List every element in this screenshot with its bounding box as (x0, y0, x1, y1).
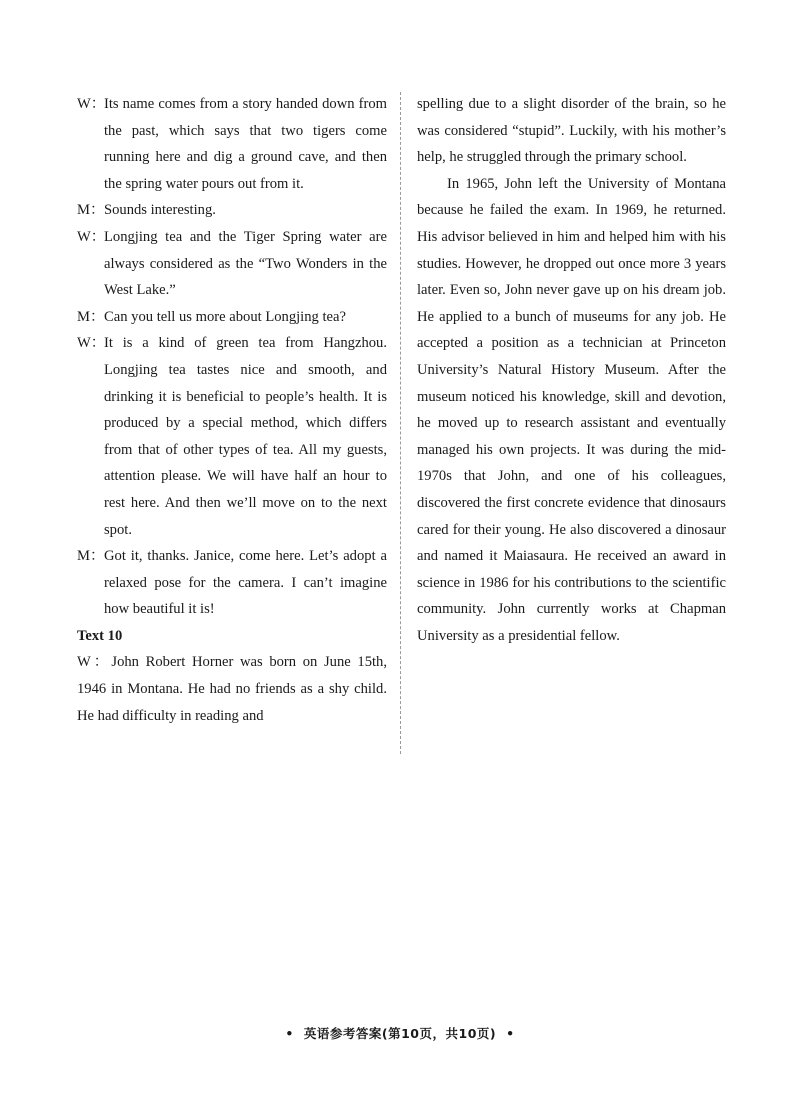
speaker-label: W： (77, 228, 106, 245)
footer-bullet-left: • (285, 1026, 294, 1041)
dialogue-text: Its name comes from a story handed down from the past, which says that two tigers come running here and dig a ground cave, and then the spring water pours out from it. (104, 96, 387, 192)
dialogue-turn (77, 91, 387, 197)
column-divider (400, 92, 401, 754)
dialogue-turn (77, 543, 387, 623)
text10-intro (77, 649, 387, 729)
right-column (417, 91, 726, 649)
speaker-label: M： (77, 548, 105, 565)
dialogue-turn (77, 330, 387, 543)
text10-paragraph-2: In 1965, John left the University of Montana because he failed the exam. In 1969, he returned. His advisor believed in him and helped him with his studies. However, he dropped out once more 3 years later. Even so, John never gave up on his dream job. He applied to a bunch of museums for any job. He accepted a position as a technician at Princeton University’s Natural History Museum. After the museum noticed his knowledge, skill and devotion, he moved up to research assistant and eventually managed his own projects. It was during the mid-1970s that John, and one of his colleagues, discovered the first concrete evidence that dinosaurs cared for their young. He also discovered a dinosaur and named it Maiasaura. He received an award in science in 1986 for his contributions to the scientific community. John currently works at Chapman University as a presidential fellow. (417, 175, 726, 644)
speaker-label: W： (77, 654, 112, 671)
text10-heading: Text 10 (77, 627, 123, 644)
page-footer (0, 1024, 800, 1042)
footer-page-label: 英语参考答案(第10页，共10页) (303, 1026, 497, 1041)
dialogue-text: It is a kind of green tea from Hangzhou. Longjing tea tastes nice and smooth, and drinking it is beneficial to people’s health. It is produced by a special method, which differs from that of other types of tea. All my guests, attention please. We will have half an hour to rest here. And then we’ll move on to the next spot. (104, 335, 387, 538)
dialogue-text: Sounds interesting. (104, 202, 216, 219)
speaker-label: M： (77, 308, 105, 325)
speaker-label: M： (77, 202, 105, 219)
dialogue-text: Longjing tea and the Tiger Spring water are always considered as the “Two Wonders in the West Lake.” (104, 228, 387, 299)
left-column (77, 91, 387, 729)
dialogue-text: Can you tell us more about Longjing tea? (104, 308, 346, 325)
text10-intro-text: John Robert Horner was born on June 15th, 1946 in Montana. He had no friends as a shy child. He had difficulty in reading and (77, 654, 387, 724)
dialogue-turn (77, 224, 387, 304)
dialogue-text: Got it, thanks. Janice, come here. Let’s adopt a relaxed pose for the camera. I can’t imagine how beautiful it is! (104, 548, 387, 618)
speaker-label: W： (77, 335, 106, 352)
text10-continuation: spelling due to a slight disorder of the brain, so he was considered “stupid”. Luckily, with his mother’s help, he struggled through the primary school. (417, 96, 726, 166)
footer-bullet-right: • (506, 1026, 515, 1041)
dialogue-turn (77, 304, 387, 331)
speaker-label: W： (77, 96, 106, 112)
dialogue-turn (77, 197, 387, 224)
